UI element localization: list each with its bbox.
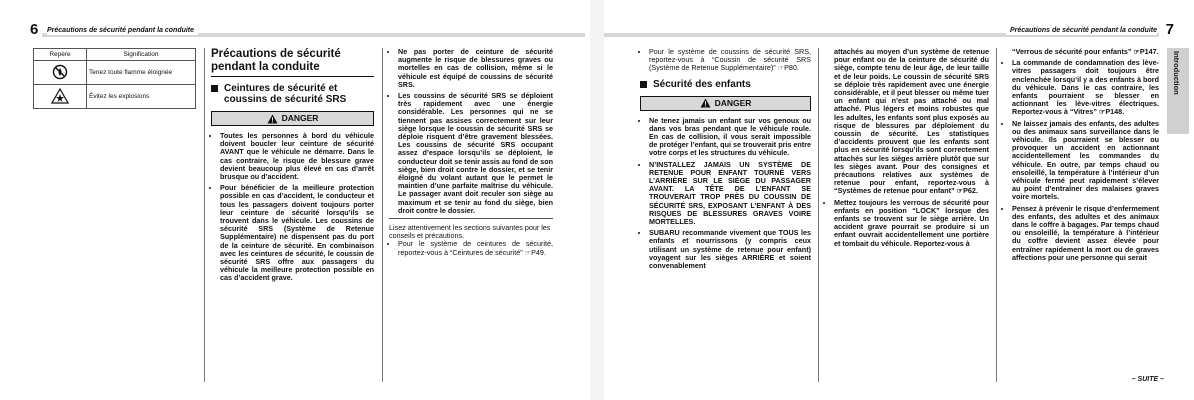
- no-open-flame-icon: [52, 64, 68, 80]
- list-item: • La commande de condamnation des lève-vitres passagers doit toujours être enclenchée lorsqu’il y a des enfants à bord du véhicule. Dans le cas contraire, les enfants pourraient se blesser en actionnant les lève-vitres électriques. Reportez-vous à “Vitres” ☞P148.: [1012, 59, 1159, 116]
- square-bullet-icon: [211, 85, 218, 92]
- warning-triangle-icon: [267, 114, 278, 124]
- list-item: • Toutes les personnes à bord du véhicule doivent boucler leur ceinture de sécurité AVANT que le véhicule ne démarre. Dans le cas contraire, le risque de blessure grave devient beaucoup plus élevé en cas d’arrêt brusque ou d’accident.: [220, 132, 374, 181]
- list-item: • Pour le système de coussins de sécurité SRS, reportez-vous à “Coussin de sécurité SRS (Système de Retenue Supplémentaire)” ☞P80.: [649, 48, 811, 73]
- list-item: • Les coussins de sécurité SRS se déploient très rapidement avec une énergie considérable. Les personnes qui ne se tiennent pas assises correctement sur leur siège lorsque le coussin de sécurité SRS se déploie risquent d’être gravement blessées. Les coussins de sécurité SRS occupant assez d’espace lorsqu’ils se déploient, le conducteur doit se tenir assis au fond de son siège, bien droit contre le dossier, et se tenir éloigné du volant autant que le permet le maintien d’une parfaite maîtrise du véhicule. Le passager avant doit reculer son siège au maximum et se tenir au fond du siège, bien droit contre le dossier.: [398, 92, 553, 215]
- column-divider: [996, 48, 997, 382]
- list-item: • Pour bénéficier de la meilleure protection possible en cas d’accident, le conducteur et tous les passagers doivent toujours porter leur ceinture de sécurité lorsqu’ils se trouvent dans le véhicule. Les coussins de sécurité SRS (Système de Retenue Supplémentaire) ne dispensent pas du port de la ceinture de sécurité. En combinaison avec les ceintures de sécurité, le coussin de sécurité SRS offre aux passagers du véhicule la meilleure protection possible en cas d’accident grave.: [220, 184, 374, 282]
- square-bullet-icon: [640, 81, 647, 88]
- legend-text: Tenez toute flamme éloignée: [87, 61, 196, 85]
- danger-bullet-list: [640, 117, 811, 271]
- list-item: • Pensez à prévenir le risque d’enfermement des enfants, des adultes et des animaux dans le coffre à bagages. Par temps chaud ou ensoleillé, la température à l’intérieur du coffre devient assez élevée pour entraîner rapidement la mort ou de graves affections pour une personne qui serait: [1012, 205, 1159, 262]
- intro-bullet-list: [640, 48, 811, 73]
- header-title: Précautions de sécurité pendant la conduite: [47, 26, 198, 35]
- list-item: • Ne pas porter de ceinture de sécurité augmente le risque de blessures graves ou mortelles en cas de collision, même si le véhicule est équipé de coussins de sécurité SRS.: [398, 48, 553, 89]
- column-2: [211, 48, 374, 286]
- explosion-hazard-icon: [51, 88, 69, 104]
- subsection-heading: [211, 83, 374, 105]
- header-title: Précautions de sécurité pendant la conduite: [1006, 26, 1157, 35]
- danger-banner: [640, 96, 811, 111]
- warning-triangle-icon: [700, 98, 711, 108]
- danger-label: DANGER: [281, 113, 319, 123]
- subsection-title: Ceintures de sécurité et coussins de sécurité SRS: [224, 83, 347, 105]
- page-number: 7: [1162, 22, 1174, 38]
- danger-banner: [211, 111, 374, 126]
- list-item: • Mettez toujours les verrous de sécurité pour enfants en position “LOCK” lorsque des enfants se trouvent sur le siège arrière. Un accident grave pourrait se produire si un enfant ouvrait accidentellement une portière et tombait du véhicule. Reportez-vous à: [834, 199, 989, 248]
- danger-label: DANGER: [714, 97, 752, 108]
- continued-marker: – SUITE –: [1131, 376, 1164, 383]
- right-page: [604, 0, 1194, 400]
- chapter-tab-label: Introduction: [1172, 51, 1181, 95]
- legend-row: [34, 85, 196, 109]
- legend-header-signification: Signification: [87, 49, 196, 61]
- symbol-legend-table: [33, 48, 196, 109]
- legend-text: Évitez les explosions: [87, 85, 196, 109]
- column-2: [825, 48, 989, 251]
- section-title: Précautions de sécurité pendant la conduite: [211, 48, 374, 77]
- danger-bullet-list: [389, 48, 553, 215]
- danger-bullet-list: [211, 132, 374, 283]
- list-item: • N’INSTALLEZ JAMAIS UN SYSTÈME DE RETENUE POUR ENFANT TOURNÉ VERS L’ARRIÈRE SUR LE SIÈGE DU PASSAGER AVANT. LA TÊTE DE L’ENFANT SE TROUVERAIT TROP PRÈS DU COUSSIN DE SÉCURITÉ SRS, EXPOSANT L’ENFANT À DES RISQUES DE BLESSURES GRAVES VOIRE MORTELLES.: [649, 161, 811, 227]
- note-bullet-list: [389, 240, 553, 256]
- page-header: [604, 22, 1194, 38]
- continued-text: attachés au moyen d’un système de retenue pour enfant ou de la ceinture de sécurité du siège, compte tenu de leur âge, de leur taille et de leur poids. Le coussin de sécurité SRS se déploie très rapidement avec une énergie considérable, et il peut blesser ou même tuer un enfant qui n’est pas attaché ou mal attaché. Plus légers et moins robustes que les adultes, les enfants sont plus exposés au risque de blessures par déploiement du coussin de sécurité. Les statistiques d’accidents prouvent que les enfants sont plus en sécurité lorsqu’ils sont correctement attachés sur les sièges arrière plutôt que sur les sièges avant. Pour des consignes et précautions relatives aux systèmes de retenue pour enfant, reportez-vous à “Systèmes de retenue pour enfant” ☞P62.: [834, 47, 989, 196]
- column-divider: [204, 48, 205, 382]
- continued-text: “Verrous de sécurité pour enfants” ☞P147.: [1012, 47, 1159, 56]
- list-item: • Ne laissez jamais des enfants, des adultes ou des animaux sans surveillance dans le véhicule. Ils pourraient se blesser ou provoquer un accident en actionnant accidentellement les commandes du véhicule. En outre, par temps chaud ou ensoleillé, la température à l’intérieur d’un véhicule fermé peut rapidement s’élever au point d’entraîner des malaises graves voire mortels.: [1012, 120, 1159, 202]
- column-1: [640, 48, 811, 273]
- list-item: • Ne tenez jamais un enfant sur vos genoux ou dans vos bras pendant que le véhicule roule. En cas de collision, il vous serait impossible de protéger l’enfant, qui se trouverait pris entre votre corps et les structures du véhicule.: [649, 117, 811, 158]
- column-3: [389, 48, 553, 260]
- legend-row: [34, 61, 196, 85]
- list-item: • Pour le système de ceintures de sécurité, reportez-vous à “Ceintures de sécurité” ☞P49.: [398, 240, 553, 256]
- subsection-heading: [640, 79, 811, 90]
- column-3: [1003, 48, 1159, 265]
- chapter-tab: [1167, 48, 1189, 134]
- list-item: • SUBARU recommande vivement que TOUS les enfants et nourrissons (y compris ceux utilisant un système de retenue pour enfant) voyagent sur les sièges ARRIÈRE et soient convenablement: [649, 229, 811, 270]
- column-divider: [818, 48, 819, 382]
- legend-header-repere: Repère: [34, 49, 87, 61]
- danger-bullet-list: [1003, 59, 1159, 262]
- left-page: [0, 0, 590, 400]
- divider: [389, 218, 553, 219]
- danger-bullet-list: [825, 199, 989, 248]
- page-header: [0, 22, 590, 38]
- page-number: 6: [30, 22, 42, 38]
- note-text: Lisez attentivement les sections suivantes pour les conseils et précautions.: [389, 223, 551, 241]
- subsection-title: Sécurité des enfants: [653, 78, 751, 90]
- column-divider: [382, 48, 383, 382]
